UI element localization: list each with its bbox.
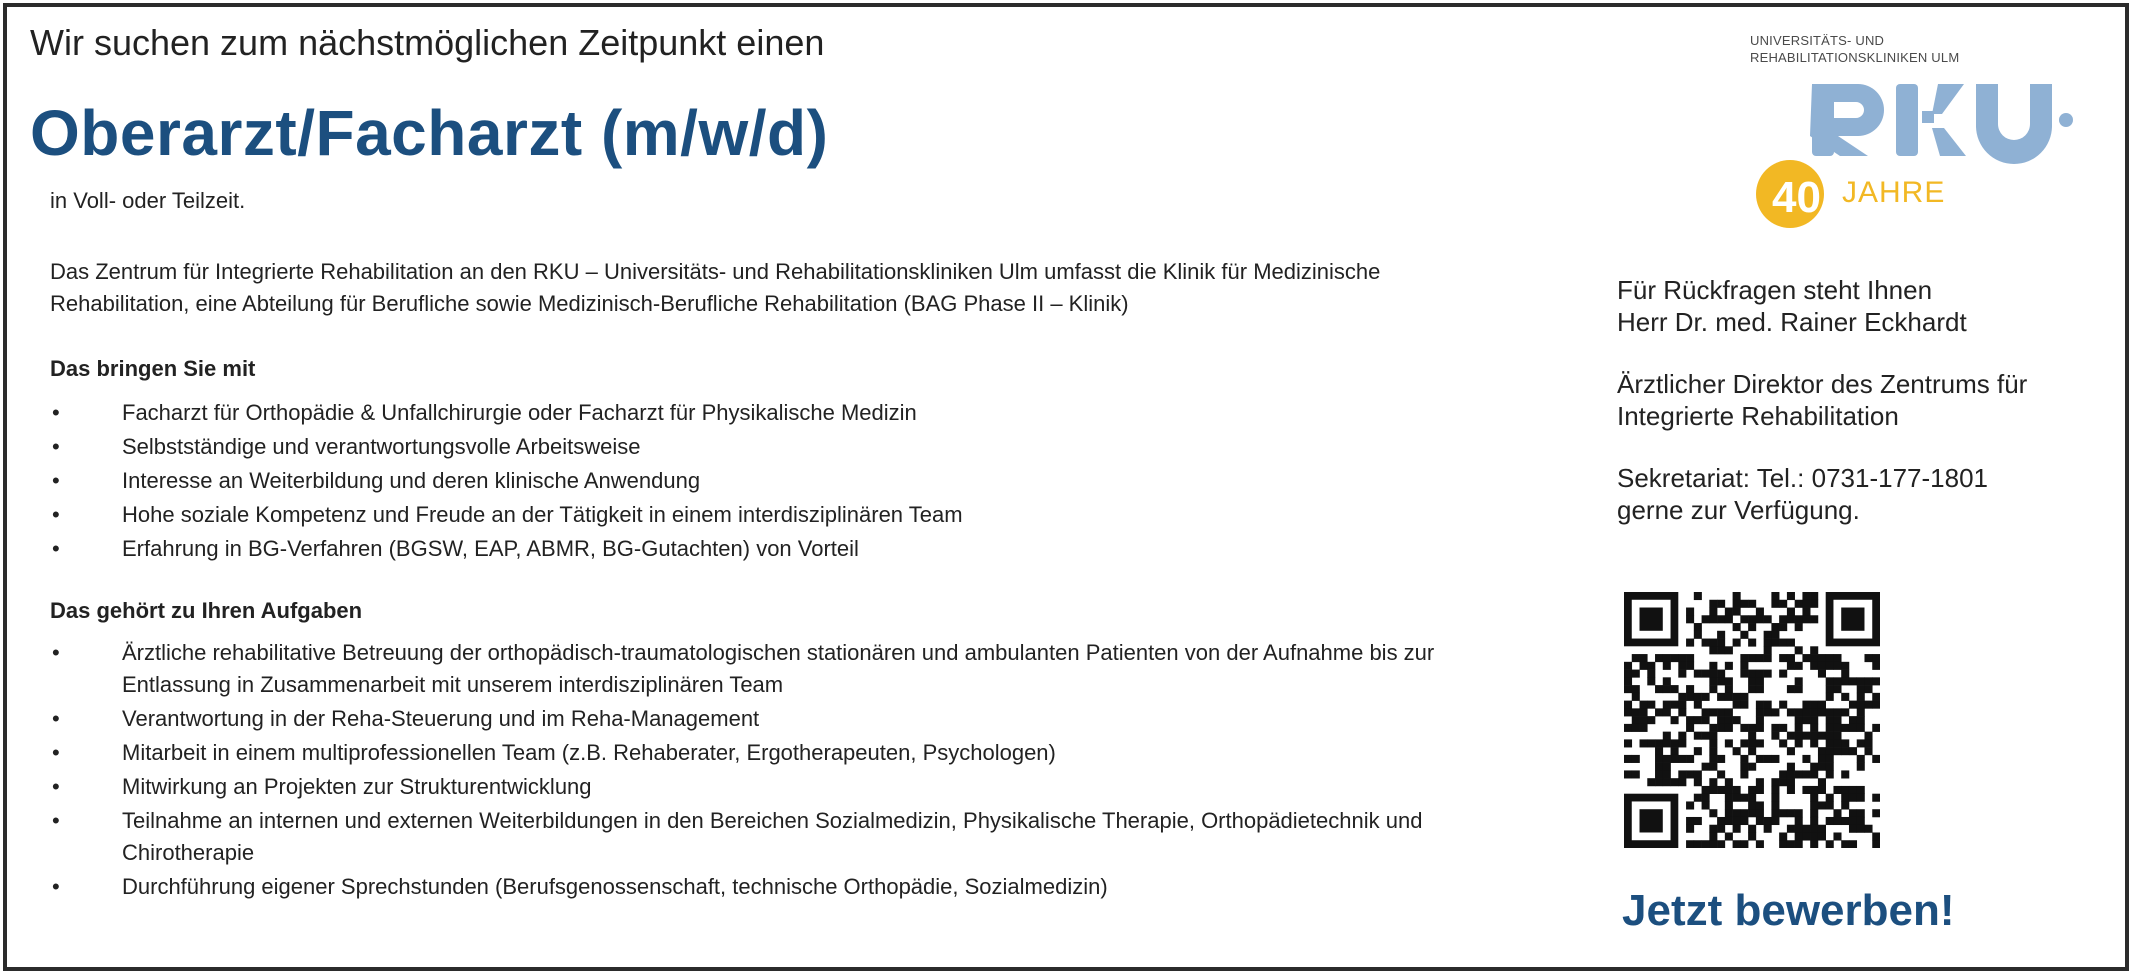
rku-wordmark-icon [1750, 32, 2080, 242]
requirements-heading: Das bringen Sie mit [50, 356, 256, 381]
list-item [50, 397, 1520, 429]
bullet-icon: • [52, 468, 60, 493]
anniversary-number: 40 [1772, 173, 1821, 222]
bullet-icon: • [52, 502, 60, 527]
bullet-icon: • [52, 536, 60, 561]
bullet-icon: • [52, 434, 60, 459]
logo-caption-line-1: UNIVERSITÄTS- UND [1750, 33, 1885, 48]
contact-role-2: Integrierte Rehabilitation [1617, 401, 1899, 431]
list-item-text: Hohe soziale Kompetenz und Freude an der Tätigkeit in einem interdisziplinären Team [122, 502, 963, 527]
contact-line: Für Rückfragen steht Ihnen [1617, 275, 1933, 305]
list-item [50, 499, 1520, 531]
contact-para-2 [1617, 368, 2087, 432]
description-paragraph: Das Zentrum für Integrierte Rehabilitation an den RKU – Universitäts- und Rehabilitationskliniken Ulm umfasst die Klinik für Medizinische Rehabilitation, eine Abteilung für Berufliche sowie Medizinisch-Berufliche Rehabilitation (BAG Phase II – Klinik) [50, 259, 1381, 316]
tasks-heading: Das gehört zu Ihren Aufgaben [50, 598, 363, 623]
list-item [50, 871, 1520, 903]
intro-text: Wir suchen zum nächstmöglichen Zeitpunkt einen [30, 22, 825, 63]
employment-type: in Voll- oder Teilzeit. [50, 188, 246, 213]
list-item-text: Facharzt für Orthopädie & Unfallchirurgie oder Facharzt für Physikalische Medizin [122, 400, 917, 425]
list-item-text: Mitarbeit in einem multiprofessionellen Team (z.B. Rehaberater, Ergotherapeuten, Psychologen) [122, 740, 1056, 765]
list-item-text: Durchführung eigener Sprechstunden (Berufsgenossenschaft, technische Orthopädie, Sozialmedizin) [122, 874, 1108, 899]
contact-para-3 [1617, 462, 2087, 526]
contact-block [1617, 274, 2087, 556]
list-item [50, 431, 1520, 463]
list-item-text: Teilnahme an internen und externen Weiterbildungen in den Bereichen Sozialmedizin, Physikalische Therapie, Orthopädietechnik und Chirotherapie [122, 808, 1423, 865]
bullet-icon: • [52, 874, 60, 899]
list-item [50, 533, 1520, 565]
contact-phone: Sekretariat: Tel.: 0731-177-1801 [1617, 463, 1988, 493]
requirements-list [50, 397, 1520, 567]
list-item [50, 771, 1520, 803]
bullet-icon: • [52, 706, 60, 731]
contact-role: Ärztlicher Direktor des Zentrums für [1617, 369, 2028, 399]
list-item-text: Selbstständige und verantwortungsvolle Arbeitsweise [122, 434, 641, 459]
list-item-text: Erfahrung in BG-Verfahren (BGSW, EAP, ABMR, BG-Gutachten) von Vorteil [122, 536, 859, 561]
bullet-icon: • [52, 400, 60, 425]
list-item [50, 703, 1520, 735]
apply-now-text: Jetzt bewerben! [1622, 886, 1955, 935]
bullet-icon: • [52, 740, 60, 765]
list-item [50, 805, 1520, 869]
contact-para-1 [1617, 274, 2087, 338]
rku-logo [1750, 32, 2080, 242]
list-item-text: Ärztliche rehabilitative Betreuung der orthopädisch-traumatologischen stationären und ambulanten Patienten von der Aufnahme bis zur Entlassung in Zusammenarbeit mit unserem interdisziplinären Team [122, 640, 1435, 697]
bullet-icon: • [52, 808, 60, 833]
logo-caption-line-2: REHABILITATIONSKLINIKEN ULM [1750, 50, 1960, 65]
list-item [50, 465, 1520, 497]
list-item [50, 637, 1520, 701]
job-title: Oberarzt/Facharzt (m/w/d) [30, 97, 829, 169]
qr-code-icon[interactable] [1624, 592, 1880, 848]
tasks-list [50, 637, 1520, 905]
list-item [50, 737, 1520, 769]
list-item-text: Verantwortung in der Reha-Steuerung und im Reha-Management [122, 706, 760, 731]
list-item-text: Interesse an Weiterbildung und deren klinische Anwendung [122, 468, 701, 493]
list-item-text: Mitwirkung an Projekten zur Strukturentwicklung [122, 774, 592, 799]
bullet-icon: • [52, 640, 60, 665]
contact-person: Herr Dr. med. Rainer Eckhardt [1617, 307, 1967, 337]
contact-closing: gerne zur Verfügung. [1617, 495, 1860, 525]
anniversary-label: JAHRE [1842, 176, 1946, 209]
bullet-icon: • [52, 774, 60, 799]
